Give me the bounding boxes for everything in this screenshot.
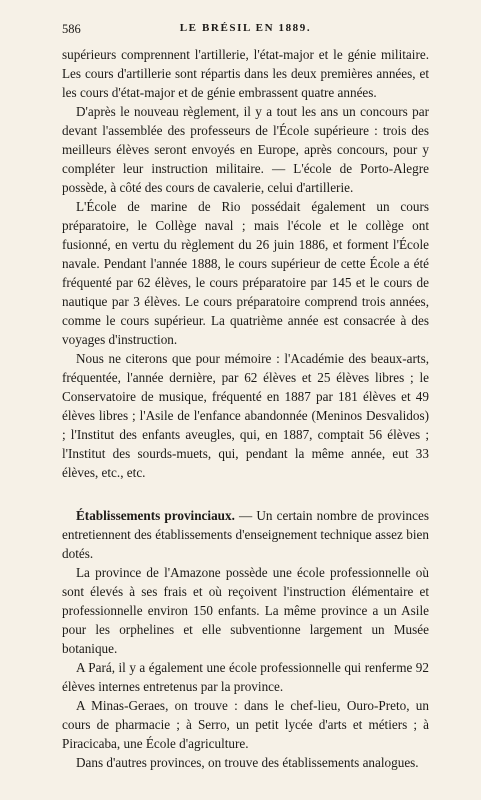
section-intro-text: — Un certain nombre de provinces entretiennent des établissements d'enseignement technique assez bien dotés. bbox=[62, 508, 429, 561]
page-body bbox=[62, 45, 429, 772]
section-title: Établissements provinciaux. bbox=[76, 508, 235, 523]
page-number: 586 bbox=[62, 22, 81, 36]
paragraph: La province de l'Amazone possède une école professionnelle où sont élevés à ses frais et où reçoivent l'instruction élémentaire et professionnelle environ 150 enfants. La même province a un Asile pour les orphelines et elle subventionne largement un Musée botanique. bbox=[62, 565, 429, 656]
paragraph: supérieurs comprennent l'artillerie, l'état-major et le génie militaire. Les cours d'artillerie sont répartis dans les deux premières années, et les cours d'état-major et de génie embrassent quatre années. bbox=[62, 47, 429, 100]
paragraph: Nous ne citerons que pour mémoire : l'Académie des beaux-arts, fréquentée, l'année dernière, par 62 élèves et 25 élèves libres ; le Conservatoire de musique, fréquenté en 1887 par 181 élèves et 49 élèves libres ; l'Asile de l'enfance abandonnée (Meninos Desvalidos) ; l'Institut des enfants aveugles, qui, en 1887, comptait 56 élèves ; l'Institut des sourds-muets, qui, pendant la même année, eut 33 élèves, etc., etc. bbox=[62, 351, 429, 480]
running-title: LE BRÉSIL EN 1889. bbox=[179, 22, 312, 34]
paragraph: A Minas-Geraes, on trouve : dans le chef-lieu, Ouro-Preto, un cours de pharmacie ; à Serro, un petit lycée d'arts et métiers ; à Piracicaba, une École d'agriculture. bbox=[62, 698, 429, 751]
section-spacer bbox=[62, 482, 429, 506]
paragraph: D'après le nouveau règlement, il y a tout les ans un concours par devant l'assemblée des professeurs de l'École supérieure : trois des meilleurs élèves seront envoyés en Europe, après concours, pour y compléter leur instruction militaire. — L'école de Porto-Alegre possède, à côté des cours de cavalerie, celui d'artillerie. bbox=[62, 104, 429, 195]
paragraph: Dans d'autres provinces, on trouve des établissements analogues. bbox=[76, 755, 419, 770]
paragraph: A Pará, il y a également une école professionnelle qui renferme 92 élèves internes entretenus par la province. bbox=[62, 660, 429, 694]
section-intro-paragraph bbox=[62, 506, 429, 563]
paragraph: L'École de marine de Rio possédait également un cours préparatoire, le Collège naval ; mais l'école et le collège ont fusionné, en vertu du règlement du 26 juin 1886, et forment l'École navale. Pendant l'année 1888, le cours supérieur de cette École a été fréquenté par 62 élèves, le cours préparatoire par 145 et le cours de nautique par 3 élèves. Le cours préparatoire comprend trois années, comme le cours supérieur. La quatrième année est consacrée à des voyages d'instruction. bbox=[62, 199, 429, 347]
page-header bbox=[62, 22, 429, 38]
